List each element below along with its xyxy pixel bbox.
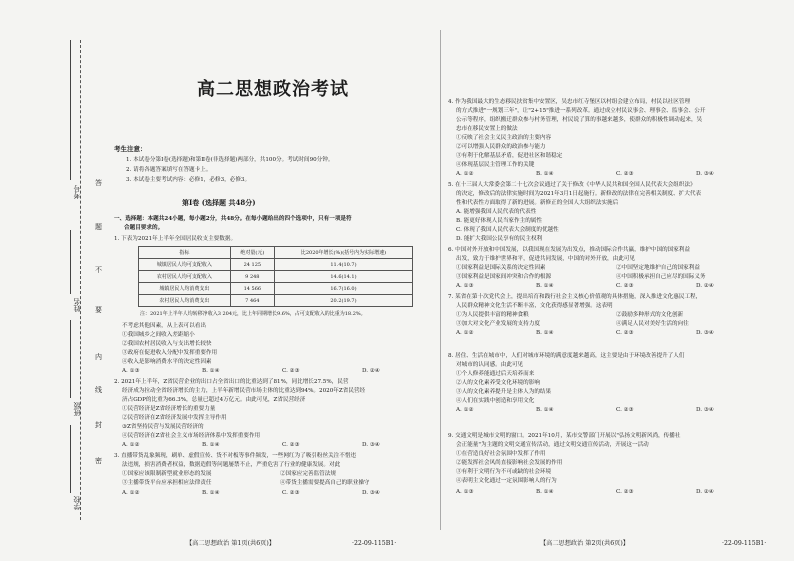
q7-option: ②鼓励多种形式的文化创新 (616, 312, 684, 318)
q1-lead: 不考虑其他因素，从上表可以看出 (122, 323, 206, 329)
q3-option: ①国家应该限制新型就业形态的发展 (122, 471, 212, 477)
q2-option: ②民营经济在Z省经济发展中发挥主导作用 (122, 415, 227, 421)
q2-choice[interactable]: A. ①② (122, 442, 140, 448)
seal-line (80, 40, 81, 520)
table-cell: 14.6(14.1) (274, 271, 412, 283)
q3-option: ③主播带货平台应承担相应法律责任 (122, 480, 212, 486)
q2-option: ④民营经济在Z省社会主义市场经济体系中发挥重要作用 (122, 433, 261, 439)
q5-line: 5. 在十三届人大常委会第二十七次会议通过了关于修改《中华人民共和国全国人民代表大会组织法》 (448, 182, 696, 188)
q6-line: 出发，致力于维护世界和平，促进共同发展，中国的对外开放，由此可见 (456, 256, 636, 262)
table-cell: 9 248 (230, 271, 274, 283)
q2-option: ①民营经济是Z省经济增长的重要力量 (122, 406, 216, 412)
q5-option[interactable]: C. 体现了我国人民代表大会制度的优越性 (456, 227, 559, 233)
q7-choice[interactable]: A. ①② (456, 330, 474, 336)
q6-choice[interactable]: C. ②③ (616, 283, 634, 289)
q3-option: ②国家应完善监管法规 (280, 471, 336, 477)
q7-option: ①为人民提供丰富的精神食粮 (456, 312, 529, 318)
seal-word: 线 (95, 386, 102, 394)
q2-line: 2. 2021年上半年，Z省民营企业的出口占全省出口的比重达到了81%，同比增长27.5%，民营 (114, 379, 349, 385)
label-banji: 班级 (73, 402, 81, 416)
q4-line: 忠市在移民安置上的做法 (456, 126, 518, 132)
seal-word: 封 (95, 421, 102, 429)
xingming-line (70, 230, 71, 294)
q9-choice[interactable]: D. ②④ (696, 489, 714, 495)
q4-choice[interactable]: C. ②③ (616, 171, 634, 177)
q8-option: ③人的文化素养提升是主体人为的结果 (456, 389, 552, 395)
q4-option: ③有利于化解基层矛盾，促进社区和谐稳定 (456, 153, 563, 159)
q3-choice[interactable]: B. ①④ (202, 490, 220, 496)
footer-left: 【高二思想政治 第1页(共6页)】 (186, 540, 275, 547)
table-header: 比2020年增长(%)(括号内为实际增速) (274, 247, 412, 259)
q1-choice[interactable]: A. ①③ (122, 368, 140, 374)
seal-word: 不 (95, 266, 102, 274)
q5-option[interactable]: D. 能扩大我国公民享有的民主权利 (456, 236, 543, 242)
footer-right-code: ·22-09-115B1· (722, 540, 767, 547)
q7-option: ④满足人民对美好生活的向往 (616, 321, 689, 327)
q1-choice[interactable]: B. ①④ (202, 368, 220, 374)
q3-line: 法违规，损害消费者权益，数据造假等问题屡禁不止，严重危害了行业的健康发展。对此 (122, 462, 341, 468)
q2-option: ③Z省坚持民营与发展民营经济的 (122, 424, 204, 430)
label-xingming: 姓名 (73, 298, 81, 312)
q9-option: ④表明主文化通过一定氛围影响人的行为 (456, 478, 557, 484)
q9-option: ②能发挥社会风尚直接影响社会发展的作用 (456, 460, 563, 466)
q4-line: 4. 作为我国最大的生态移民扶贫集中安置区，吴忠市红寺堡区以村组会建立布局，村民以社区管理 (448, 99, 691, 105)
table-cell: 11.4(10.7) (274, 259, 412, 271)
q3-choice[interactable]: C. ②③ (282, 490, 300, 496)
q4-option: ④体现基层民主管理工作的关键 (456, 162, 535, 168)
q4-option: ②可以增强人民群众的政治参与能力 (456, 144, 546, 150)
table-cell: 7 464 (230, 295, 274, 307)
q5-line: 性和代表性方面取得了新的进展。新修正的全国人大组织法实施后 (456, 200, 619, 206)
q1-option: ④收入是影响消费水平的决定性因素 (122, 359, 212, 365)
q8-choice[interactable]: B. ①④ (536, 407, 554, 413)
q1-option: ②我国农村居民收入与支出增长较快 (122, 341, 212, 347)
q6-option: ④中国积极承担自己应尽的国际义务 (616, 274, 706, 280)
notice-item: 1. 本试卷分第Ⅰ卷(选择题)和第Ⅱ卷(非选择题)两部分，共100分。考试时间90分钟。 (126, 157, 334, 163)
q1-note: 注：2021年上半年人均转移净收入3 204元，比上年同期增长9.6%，占可支配收入的比重为18.2%。 (140, 311, 366, 317)
q6-line: 6. 中国对外开放和中国发展，以我国现在发展为出发点，推动国际合作共赢，维护中国的国家利益 (448, 247, 691, 253)
q3-line: 3. 直播带货乱象频现，刷单、虚假宣传、货不对板等事件频发，一些网红为了吸引粉丝关注不惜违 (114, 453, 357, 459)
q8-choice[interactable]: A. ①② (456, 407, 474, 413)
q2-line: 经济成为拉动全省经济增长的主力，上半年新增民营市场主体的比重达到94%。2020年Z省民营经 (122, 388, 366, 394)
q9-choice[interactable]: C. ②③ (616, 489, 634, 495)
q5-option[interactable]: A. 能增强我国人民代表的代表性 (456, 209, 537, 215)
q8-option: ①个人修养能通过后天培养而来 (456, 371, 535, 377)
seal-word: 内 (95, 353, 102, 361)
q7-line: 7. 某省在第十次党代会上，提出培育和践行社会主义核心价值观的具体措施，深入推进文化惠民工程， (448, 294, 702, 300)
q9-line: 会正能量"为主题的文明交通宣传活动，通过文明交通宣传活动，开展这一活动 (456, 442, 649, 448)
q6-choice[interactable]: D. ②④ (696, 283, 714, 289)
q8-option: ④人们在实践中创造和享用文化 (456, 398, 535, 404)
section1-title: 第Ⅰ卷 (选择题 共48分) (182, 198, 256, 207)
q7-choice[interactable]: D. ③④ (696, 330, 714, 336)
q4-choice[interactable]: D. ③④ (696, 171, 714, 177)
label-kaohao: 考号 (73, 185, 81, 199)
q8-line: 对城市的认同感。由此可见 (456, 362, 524, 368)
q9-option: ③有利于文明行为不可或缺的社会环境 (456, 469, 552, 475)
banji-line (70, 320, 71, 398)
q1-choice[interactable]: D. ②④ (362, 368, 380, 374)
q9-option: ①在营造良好社会氛围中发挥了作用 (456, 451, 546, 457)
q1-choice[interactable]: C. ②③ (282, 368, 300, 374)
right-page (448, 0, 778, 561)
table-cell: 20.2(19.7) (274, 295, 412, 307)
notice-item: 2. 请将各题答案填写在答题卡上。 (126, 167, 212, 173)
footer-left-code: ·22-09-115B1· (352, 540, 397, 547)
q7-choice[interactable]: B. ①④ (536, 330, 554, 336)
q9-choice[interactable]: B. ①④ (536, 489, 554, 495)
q2-line: 济占GDP的比重为66.3%，总量已超过4万亿元。由此可见，Z省民营经济 (122, 397, 306, 403)
q9-choice[interactable]: A. ①③ (456, 489, 474, 495)
footer-right: 【高二思想政治 第2页(共6页)】 (540, 540, 629, 547)
xuexiao-line (70, 425, 71, 493)
q5-option[interactable]: B. 能更好体现人民当家作主的属性 (456, 218, 542, 224)
q9-line: 9. 交通文明是城市文明的窗口。2021年10月，某市交警部门开展以"弘扬文明新风尚，传播社 (448, 433, 681, 439)
seal-word: 答 (95, 179, 102, 187)
notice-heading: 考生注意： (114, 145, 147, 153)
q6-option: ①国家利益是国际关系的决定性因素 (456, 265, 546, 271)
binding-margin (0, 0, 88, 561)
q2-choice[interactable]: D. ③④ (362, 442, 380, 448)
q1-stem: 1. 下表为2021年上半年全国居民收支主要数据。 (114, 236, 237, 242)
table-cell: 农村居民人均可支配收入 (139, 271, 231, 283)
q1-option: ③政府在促进收入分配中发挥重要作用 (122, 350, 218, 356)
table-cell: 城镇居民人均消费支出 (139, 283, 231, 295)
q3-choice[interactable]: D. ③④ (362, 490, 380, 496)
q7-option: ③加大对文化产业发展的支持力度 (456, 321, 540, 327)
left-page-lower (112, 0, 434, 561)
q4-choice[interactable]: B. ①④ (536, 171, 554, 177)
page-divider (440, 30, 441, 530)
notice-item: 3. 本试卷主要考试内容：必修1，必修3，必修3。 (126, 177, 251, 183)
q6-option: ②中国坚定地维护自己的国家利益 (616, 265, 700, 271)
table-cell: 16.7(16.0) (274, 283, 412, 295)
table-cell: 24 125 (230, 259, 274, 271)
exam-title: 高二思想政治考试 (197, 79, 349, 100)
q8-choice[interactable]: D. ③④ (696, 407, 714, 413)
q3-option: ④带货主播需要提高自己的职业操守 (280, 480, 370, 486)
q4-line: 公示等程序，组织搬迁群众参与村务管理，村民说了算的事越来越多，使群众的积极性调动起来，吴 (456, 117, 703, 123)
table-cell: 农村居民人均消费支出 (139, 295, 231, 307)
kaohao-line (70, 40, 71, 180)
label-xuexiao: 学校 (73, 496, 81, 510)
q6-choice[interactable]: B. ①④ (536, 283, 554, 289)
section1-instruction: 合题目要求的。 (124, 225, 164, 231)
q4-line: 的方式推进"一规划三年"，让"2+15"推进一系列改革。通过成立村民议事会、理事会、监事会、公开 (456, 108, 706, 114)
q8-line: 8. 居住、生活在城市中，人们对城市环境的满意度越来越高，这主要是由于环境改善提升了人们 (448, 353, 685, 359)
seal-word: 要 (95, 306, 102, 314)
q8-option: ②人的文化素养受文化环境的影响 (456, 380, 540, 386)
seal-word: 密 (95, 457, 102, 465)
q8-choice[interactable]: C. ②③ (616, 407, 634, 413)
q3-choice[interactable]: A. ①② (122, 490, 140, 496)
table-header: 绝对量(元) (230, 247, 274, 259)
q7-choice[interactable]: C. ②③ (616, 330, 634, 336)
q5-line: 的决定，修改后的法律实施时间为2021年3月1日起施行。新修改的法律在完善相关制度、扩大代表 (456, 191, 702, 197)
table-cell: 14 566 (230, 283, 274, 295)
q6-choice[interactable]: A. ①③ (456, 283, 474, 289)
q4-choice[interactable]: A. ①② (456, 171, 474, 177)
q1-option: ①我国城乡之间收入差距缩小 (122, 332, 195, 338)
seal-word: 题 (95, 223, 102, 231)
q6-option: ③国家利益是国家间冲突和合作的根源 (456, 274, 552, 280)
q4-option: ①反映了社会主义民主政治的主要内容 (456, 135, 552, 141)
table-header: 指标 (139, 247, 231, 259)
q2-choice[interactable]: C. ②③ (282, 442, 300, 448)
q7-line: 人民群众精神文化生活不断丰富，文化获得感显著增强。这表明 (456, 303, 613, 309)
table-cell: 城镇居民人均可支配收入 (139, 259, 231, 271)
q2-choice[interactable]: B. ①④ (202, 442, 220, 448)
section1-instruction: 一、选择题：本题共24小题，每小题2分，共48分。在每小题给出的四个选项中，只有一项是符 (114, 216, 352, 222)
